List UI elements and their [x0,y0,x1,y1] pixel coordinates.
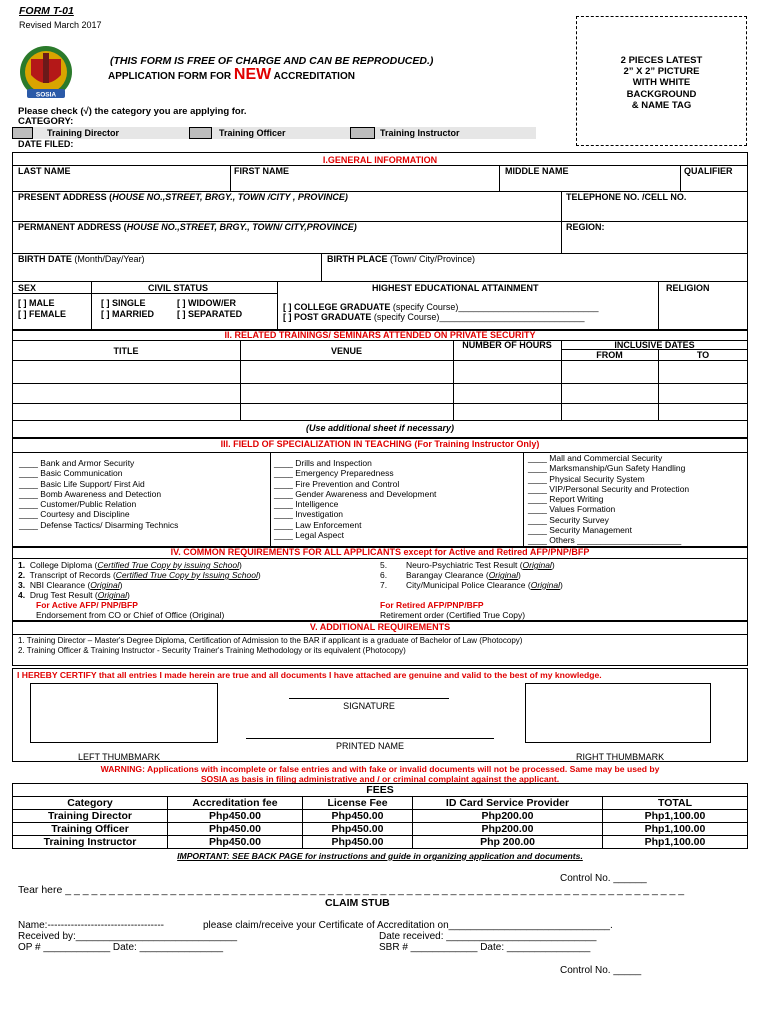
education-label: HIGHEST EDUCATIONAL ATTAINMENT [372,283,539,293]
civil-single-option[interactable]: [ ] SINGLE [101,298,146,308]
fees-header: TOTAL [603,797,748,810]
fees-row: Training Instructor Php450.00 Php450.00 Php 200.00 Php1,100.00 [13,836,748,849]
category-checkbox-instructor[interactable] [350,127,375,139]
requirement-item: 3. NBI Clearance (Original) [18,580,123,590]
right-thumbmark-box[interactable] [525,683,711,743]
specialization-item[interactable]: ____ Bomb Awareness and Detection [19,488,162,499]
fees-title: FEES [13,784,748,797]
right-thumbmark-label: RIGHT THUMBMARK [576,752,665,762]
fees-table [12,783,748,849]
trainings-note: (Use additional sheet if necessary) [305,423,455,433]
specialization-item[interactable]: ____ Security Survey [528,514,609,525]
specialization-item[interactable]: ____ Report Writing [528,494,604,505]
specialization-item[interactable]: ____ Marksmanship/Gun Safety Handling [528,463,686,474]
birth-date-label: BIRTH DATE (Month/Day/Year) [18,254,145,264]
important-note: IMPORTANT: SEE BACK PAGE for instructions and guide in organizing application and documents. [177,851,583,861]
telephone-label: TELEPHONE NO. /CELL NO. [566,192,687,202]
fees-header: ID Card Service Provider [413,797,603,810]
specialization-item[interactable]: ____ VIP/Personal Security and Protection [528,483,690,494]
specialization-item[interactable]: ____ Basic Communication [19,468,123,479]
warning-text [12,764,748,784]
specialization-item[interactable]: ____ Drills and Inspection [274,458,372,468]
requirement-item: 4. Drug Test Result (Original) [18,590,130,600]
trainings-col-to: TO [696,350,710,360]
stub-op-number[interactable]: OP # ____________ Date: _______________ [18,942,224,953]
middle-name-label: MIDDLE NAME [505,166,569,176]
date-filed-label: DATE FILED: [18,139,74,149]
specialization-item[interactable]: ____ Values Formation [528,504,616,515]
trainings-col-from: FROM [596,350,623,360]
category-label: CATEGORY: [18,116,74,127]
category-training-instructor: Training Instructor [380,128,460,138]
tear-here-line: Tear here _ _ _ _ _ _ _ _ _ _ _ _ _ _ _ _ _ _ _ _ _ _ _ _ _ _ _ _ _ _ _ _ _ _ _ _ _ _ _ _ _ _ _ _ _ _ _ _ _ _ _ _ _ _ _ _ _ _ _ _ _ _ _ _ _ _ _ _ _ _ _ [18,884,685,896]
civil-separated-option[interactable]: [ ] SEPARATED [177,309,243,319]
active-afp-text: Endorsement from CO or Chief of Office (Original) [36,610,225,620]
sosia-logo [17,45,75,101]
religion-label: RELIGION [666,283,710,293]
specialization-col2 [274,458,436,540]
last-name-label: LAST NAME [18,166,71,176]
specialization-item[interactable]: ____ Security Management [528,525,632,536]
additional-item-1: 1. Training Director – Master's Degree Diploma, Certification of Admission to the BAR if applicant is a graduate of Bachelor of Law (Photocopy) [18,636,523,645]
svg-text:SOSIA: SOSIA [35,91,57,99]
civil-status-label: CIVIL STATUS [148,283,209,293]
college-graduate-option[interactable]: [ ] COLLEGE GRADUATE (specify Course)____________________________ [283,302,599,312]
fees-header: License Fee [303,797,413,810]
form-title-post: ACCREDITATION [273,71,355,82]
post-graduate-option[interactable]: [ ] POST GRADUATE (specify Course)_____________________________ [283,312,585,322]
specialization-item[interactable]: ____ Basic Life Support/ First Aid [19,478,145,489]
printed-name-label: PRINTED NAME [335,741,404,751]
photo-line: WITH WHITE [632,77,691,89]
fees-header: Accreditation fee [168,797,303,810]
control-number-bottom: Control No. _____ [560,965,642,976]
specialization-item[interactable]: ____ Defense Tactics/ Disarming Technics [19,519,179,530]
photo-line: 2” X 2” PICTURE [623,66,700,78]
claim-stub-title: CLAIM STUB [325,897,390,909]
specialization-item[interactable]: ____ Law Enforcement [274,519,362,530]
check-instruction: Please check (√) the category you are applying for. [18,106,247,117]
civil-married-option[interactable]: [ ] MARRIED [101,309,154,319]
category-checkbox-officer[interactable] [189,127,212,139]
specialization-item[interactable]: ____ Physical Security System [528,473,645,484]
specialization-item[interactable]: ____ Gender Awareness and Development [274,488,437,499]
requirement-item: 6. Barangay Clearance (Original) [380,570,521,580]
left-thumbmark-box[interactable] [30,683,218,743]
requirements-right-list [380,560,563,620]
trainings-col-title: TITLE [113,346,139,356]
retired-afp-text: Retirement order (Certified True Copy) [380,610,526,620]
requirement-item: 1. College Diploma (Certified True Copy by issuing School) [18,560,242,570]
form-title-new: NEW [233,66,272,83]
warning-line-1: WARNING: Applications with incomplete or false entries and with fake or invalid documents will not be processed. Same may be used by [100,764,660,774]
additional-title: V. ADDITIONAL REQUIREMENTS [309,622,451,632]
requirement-item: 5. Neuro-Psychiatric Test Result (Original) [380,560,555,570]
form-number: FORM T-01 [19,5,74,17]
retired-afp-title: For Retired AFP/PNP/BFP [380,600,484,610]
category-checkbox-director[interactable] [12,127,33,139]
fees-row: Training Director Php450.00 Php450.00 Php200.00 Php1,100.00 [13,810,748,823]
trainings-title: II. RELATED TRAININGS/ SEMINARS ATTENDED ON PRIVATE SECURITY [224,330,536,340]
region-label: REGION: [566,222,605,232]
trainings-col-venue: VENUE [330,346,362,356]
specialization-title: III. FIELD OF SPECIALIZATION IN TEACHING (For Training Instructor Only) [220,439,540,449]
specialization-item[interactable]: ____ Investigation [274,509,344,520]
specialization-item[interactable]: ____ Fire Prevention and Control [274,478,400,489]
additional-item-2: 2. Training Officer & Training Instructor - Security Trainer's Training Methodology or its equivalent (Photocopy) [18,646,406,655]
specialization-item[interactable]: ____ Intelligence [274,499,339,510]
specialization-col1 [19,458,178,530]
sex-female-option[interactable]: [ ] FEMALE [18,309,66,319]
stub-date-received[interactable]: Date received: ___________________________ [379,931,597,942]
specialization-col3 [528,453,689,546]
sex-male-option[interactable]: [ ] MALE [18,298,55,308]
trainings-col-hours: NUMBER OF HOURS [462,340,552,350]
fees-header: Category [13,797,168,810]
birth-place-label: BIRTH PLACE (Town/ City/Province) [327,254,476,264]
photo-placeholder[interactable] [576,16,747,146]
fees-row: Training Officer Php450.00 Php450.00 Php200.00 Php1,100.00 [13,823,748,836]
certify-text: I HEREBY CERTIFY that all entries I made herein are true and all documents I have attached are genuine and valid to the best of my knowledge. [17,670,602,680]
requirement-item: 2. Transcript of Records (Certified True Copy by Issuing School) [18,570,261,580]
specialization-item[interactable]: ____ Bank and Armor Security [19,458,135,468]
requirement-item: 7. City/Municipal Police Clearance (Original) [380,580,563,590]
specialization-item[interactable]: ____ Courtesy and Discipline [19,509,130,520]
specialization-item[interactable]: ____ Legal Aspect [274,530,344,541]
control-number-top: Control No. ______ [560,873,647,884]
requirements-title: IV. COMMON REQUIREMENTS FOR ALL APPLICANTS except for Active and Retired AFP/PNP/BFP [170,547,590,557]
stub-received-by[interactable]: Received by:_____________________________ [18,931,238,942]
stub-claim-note: please claim/receive your Certificate of Accreditation on_____________________________. [203,920,613,931]
free-of-charge-note: (THIS FORM IS FREE OF CHARGE AND CAN BE REPRODUCED.) [110,55,434,67]
active-afp-title: For Active AFP/ PNP/BFP [36,600,138,610]
form-title [108,66,355,84]
signature-label: SIGNATURE [343,701,395,711]
photo-line: BACKGROUND [626,88,697,100]
category-training-officer: Training Officer [219,128,286,138]
general-info-title: I.GENERAL INFORMATION [322,155,438,165]
specialization-item[interactable]: ____ Others ______________________ [528,535,682,546]
specialization-item[interactable]: ____ Customer/Public Relation [19,499,137,510]
warning-line-2: SOSIA as basis in filing administrative and / or criminal complaint against the applicant. [200,774,560,784]
photo-line: & NAME TAG [631,99,692,111]
form-title-pre: APPLICATION FORM FOR [108,71,232,82]
trainings-col-dates: INCLUSIVE DATES [614,340,695,350]
stub-sbr-number[interactable]: SBR # ____________ Date: _______________ [379,942,591,953]
left-thumbmark-label: LEFT THUMBMARK [78,752,161,762]
revised-date: Revised March 2017 [19,20,102,30]
specialization-item[interactable]: ____ Emergency Preparedness [274,468,394,479]
category-training-director: Training Director [47,128,120,138]
permanent-address-label: PERMANENT ADDRESS (HOUSE NO.,STREET, BRGY., TOWN/ CITY,PROVINCE) [18,222,357,232]
qualifier-label: QUALIFIER [684,166,733,176]
photo-line: 2 PIECES LATEST [620,55,703,66]
stub-name-field[interactable]: Name:----------------------------------- [18,920,165,931]
first-name-label: FIRST NAME [234,166,289,176]
specialization-item[interactable]: ____ Mall and Commercial Security [528,453,663,463]
sex-label: SEX [18,283,37,293]
requirements-left-list [18,560,261,620]
present-address-label: PRESENT ADDRESS (HOUSE NO.,STREET, BRGY., TOWN /CITY , PROVINCE) [18,192,348,202]
civil-widow-option[interactable]: [ ] WIDOW/ER [177,298,236,308]
